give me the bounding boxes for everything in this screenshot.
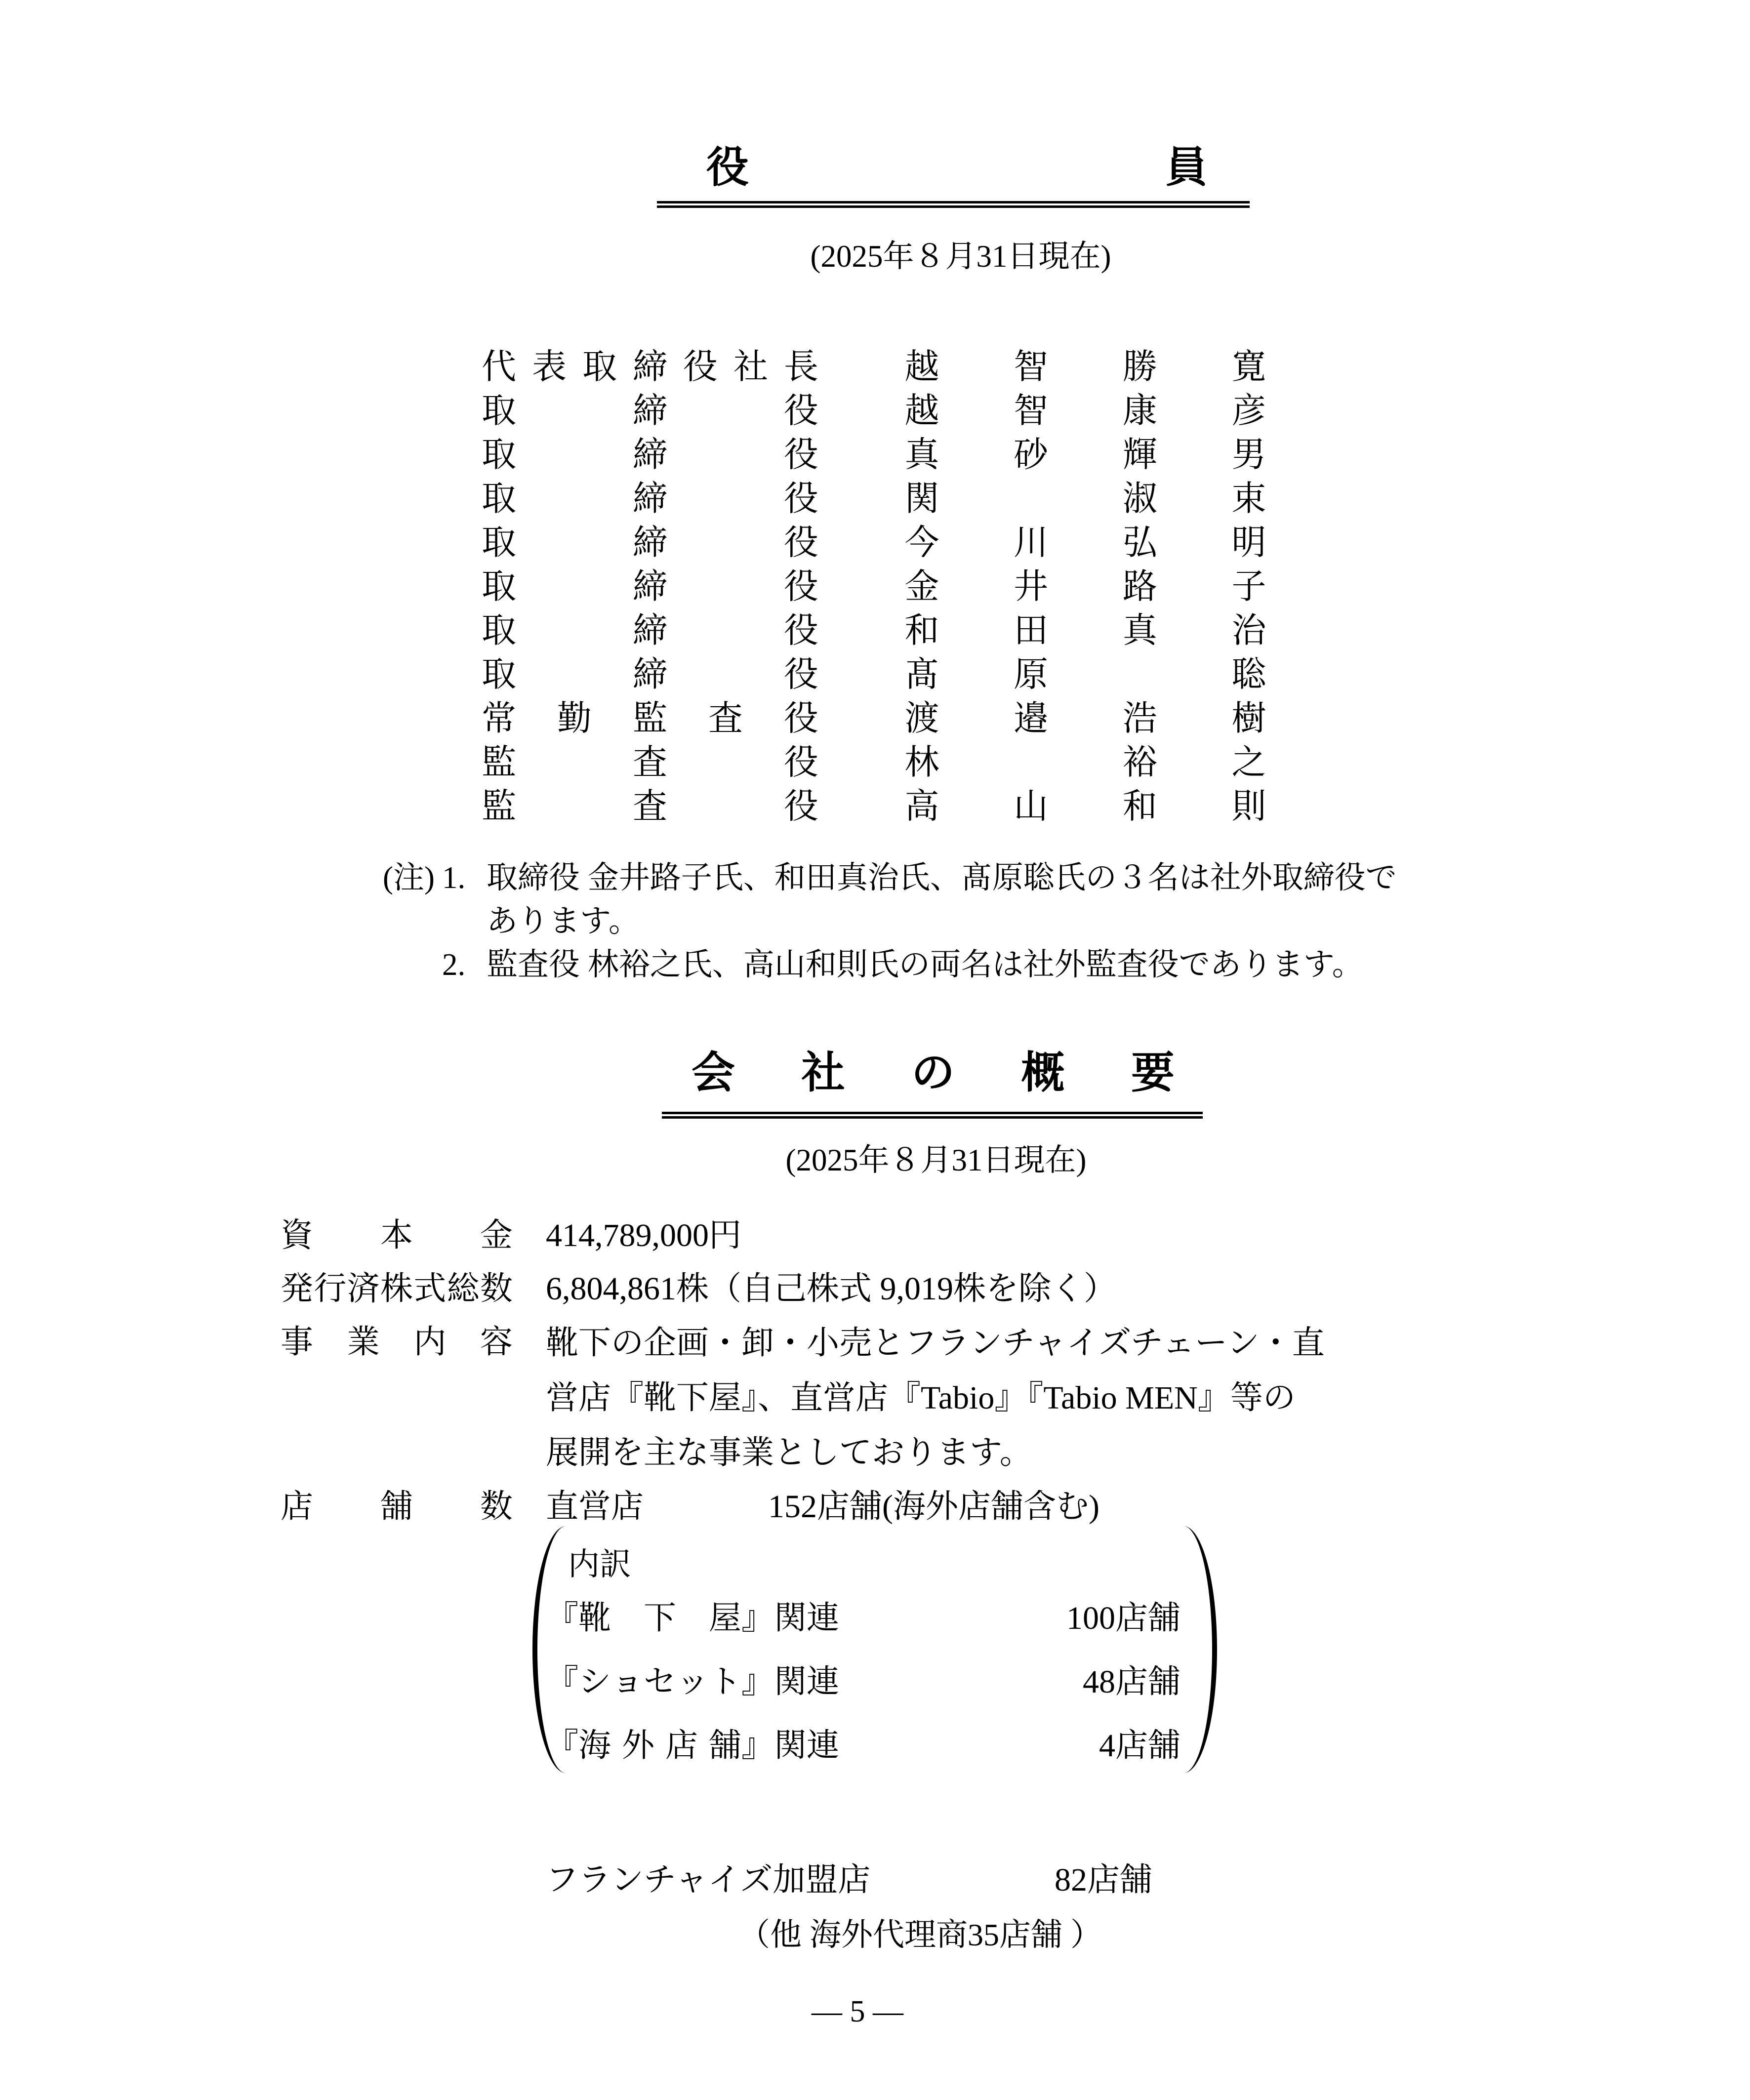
officer-name: 金 井 路 子 [904, 568, 1266, 606]
breakdown-item [546, 1586, 1180, 1650]
breakdown-item-count: 48店舗 [1083, 1664, 1180, 1700]
franchise-label: フランチャイズ加盟店 [546, 1862, 871, 1898]
officer-title: 監 査 役 [482, 788, 818, 826]
note-label: (注) [383, 860, 435, 895]
page-number: ― 5 ― [812, 1995, 903, 2028]
officer-name: 越 智 康 彦 [904, 392, 1266, 430]
franchise-note: （他 海外代理商35店舗 ） [738, 1917, 1102, 1952]
note-number: 1. [442, 860, 466, 895]
overview-label: 資 本 金 [281, 1217, 513, 1253]
officer-title: 取 締 役 [482, 568, 818, 606]
breakdown-item-count: 4店舗 [1099, 1728, 1180, 1764]
company-overview-section-title: 会 社 の 概 要 [662, 1050, 1203, 1119]
breakdown-item [546, 1714, 1180, 1777]
breakdown-item [546, 1650, 1180, 1714]
breakdown-item-label: 『 シ ョ セ ッ ト 』関連 [546, 1664, 839, 1700]
officer-row [482, 649, 1267, 693]
business-description: 靴下の企画・卸・小売とフランチャイズチェーン・直 営店『靴下屋』、直営店『Tabio』『Tabio MEN』等の 展開を主な事業としております。 [546, 1325, 1325, 1471]
capital-value: 414,789,000円 [546, 1217, 741, 1253]
breakdown-item-label: 『 海 外 店 舗 』関連 [546, 1728, 839, 1764]
title-char: 員 [1165, 144, 1208, 191]
overview-label: 発 行 済 株 式 総 数 [281, 1271, 513, 1307]
overview-row-capital [281, 1209, 1325, 1262]
officer-title: 取 締 役 [482, 524, 818, 562]
officer-name: 高 山 和 則 [904, 788, 1266, 826]
officer-row [482, 562, 1267, 606]
overview-as-of-date: (2025年８月31日現在) [785, 1143, 1087, 1177]
overview-row-stores [281, 1480, 1325, 1534]
officer-row [482, 430, 1267, 474]
officer-name: 関 淑 束 [904, 480, 1266, 518]
overview-label: 事 業 内 容 [281, 1324, 513, 1360]
note-text: 監査役 林裕之氏、高山和則氏の両名は社外監査役であります。 [487, 947, 1363, 982]
breakdown-item-label: 『 靴 下 屋 』関連 [546, 1600, 839, 1636]
overview-label: 店 舗 数 [281, 1489, 513, 1525]
breakdown-items [546, 1586, 1180, 1777]
officer-row [482, 606, 1267, 649]
officer-name: 今 川 弘 明 [904, 524, 1266, 562]
officer-title: 取 締 役 [482, 480, 818, 518]
officer-title: 監 査 役 [482, 744, 818, 782]
officer-title: 取 締 役 [482, 612, 818, 650]
officer-title: 取 締 役 [482, 392, 818, 430]
breakdown-right-paren [1183, 1526, 1217, 1773]
officer-row [482, 693, 1267, 737]
franchise-row [546, 1853, 1152, 1900]
officer-row [482, 474, 1267, 518]
officer-name: 越 智 勝 寛 [904, 348, 1266, 386]
officer-name: 真 砂 輝 男 [904, 436, 1266, 474]
officer-title: 取 締 役 [482, 436, 818, 474]
breakdown-item-count: 100店舗 [1066, 1600, 1180, 1636]
shares-value: 6,804,861株（自己株式 9,019株を除く） [546, 1271, 1116, 1307]
officer-row [482, 342, 1267, 386]
direct-stores-count: 152店舗(海外店舗含む) [768, 1489, 1099, 1525]
officers-section-title [657, 144, 1250, 208]
officer-title: 常 勤 監 査 役 [482, 700, 818, 738]
overview-row-shares [281, 1262, 1325, 1316]
note-text: 取締役 金井路子氏、和田真治氏、髙原聡氏の３名は社外取締役で あります。 [487, 860, 1397, 938]
breakdown-title: 内訳 [568, 1547, 631, 1582]
title-char: 役 [706, 144, 749, 191]
officer-row [482, 781, 1267, 825]
officers-as-of-date: (2025年８月31日現在) [810, 239, 1111, 274]
officer-name: 和 田 真 治 [904, 612, 1266, 650]
note-item [383, 943, 1397, 986]
officer-row [482, 386, 1267, 430]
note-number: 2. [442, 947, 466, 982]
officer-name: 髙 原 聡 [904, 656, 1266, 694]
officer-name: 渡 邉 浩 樹 [904, 700, 1266, 738]
overview-row-business [281, 1316, 1325, 1480]
note-item [383, 856, 1397, 943]
officer-title: 取 締 役 [482, 656, 818, 694]
officer-name: 林 裕 之 [904, 744, 1266, 782]
stores-value: 直営店 152店舗(海外店舗含む) [546, 1489, 1099, 1525]
officer-row [482, 737, 1267, 781]
franchise-count: 82店舗 [1055, 1862, 1152, 1898]
officers-list [482, 342, 1267, 825]
officer-notes [383, 856, 1397, 986]
company-overview [281, 1209, 1325, 1534]
officer-title: 代 表 取 締 役 社 長 [482, 348, 818, 386]
officer-row [482, 518, 1267, 562]
